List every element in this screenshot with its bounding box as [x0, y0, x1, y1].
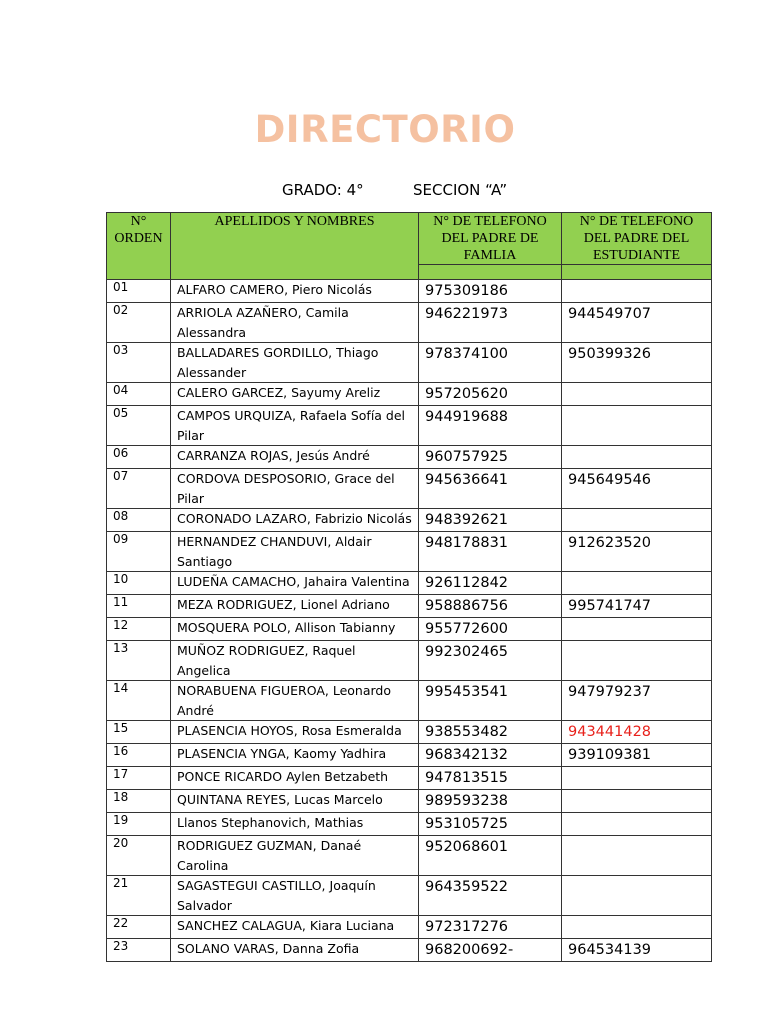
family-phone: 968342132 [419, 744, 562, 767]
table-row [107, 744, 712, 767]
table-row [107, 641, 712, 681]
row-number: 04 [107, 383, 171, 406]
row-number: 06 [107, 446, 171, 469]
student-name: PLASENCIA YNGA, Kaomy Yadhira [171, 744, 419, 767]
student-phone [562, 641, 712, 681]
student-phone [562, 509, 712, 532]
student-name: CALERO GARCEZ, Sayumy Areliz [171, 383, 419, 406]
family-phone: 992302465 [419, 641, 562, 681]
row-number: 01 [107, 280, 171, 303]
family-phone: 947813515 [419, 767, 562, 790]
header-orden: N° ORDEN [107, 213, 171, 280]
row-number: 15 [107, 721, 171, 744]
family-phone: 975309186 [419, 280, 562, 303]
row-number: 02 [107, 303, 171, 343]
table-row [107, 595, 712, 618]
student-name: LUDEÑA CAMACHO, Jahaira Valentina [171, 572, 419, 595]
table-row [107, 767, 712, 790]
table-row [107, 383, 712, 406]
family-phone: 968200692- [419, 939, 562, 962]
row-number: 20 [107, 836, 171, 876]
row-number: 12 [107, 618, 171, 641]
row-number: 18 [107, 790, 171, 813]
student-name: CAMPOS URQUIZA, Rafaela Sofía del Pilar [171, 406, 419, 446]
student-phone: 995741747 [562, 595, 712, 618]
row-number: 19 [107, 813, 171, 836]
row-number: 21 [107, 876, 171, 916]
row-number: 03 [107, 343, 171, 383]
row-number: 17 [107, 767, 171, 790]
student-phone [562, 572, 712, 595]
student-name: Llanos Stephanovich, Mathias [171, 813, 419, 836]
student-name: CORONADO LAZARO, Fabrizio Nicolás [171, 509, 419, 532]
student-phone [562, 790, 712, 813]
table-row [107, 303, 712, 343]
student-name: SOLANO VARAS, Danna Zofia [171, 939, 419, 962]
grado-label: GRADO: 4° [282, 181, 364, 199]
table-row [107, 876, 712, 916]
student-name: MEZA RODRIGUEZ, Lionel Adriano [171, 595, 419, 618]
family-phone: 948178831 [419, 532, 562, 572]
row-number: 07 [107, 469, 171, 509]
table-row [107, 813, 712, 836]
student-phone: 939109381 [562, 744, 712, 767]
page-title: DIRECTORIO [254, 108, 516, 151]
family-phone: 964359522 [419, 876, 562, 916]
student-phone [562, 280, 712, 303]
family-phone: 944919688 [419, 406, 562, 446]
student-name: QUINTANA REYES, Lucas Marcelo [171, 790, 419, 813]
student-name: MUÑOZ RODRIGUEZ, Raquel Angelica [171, 641, 419, 681]
student-phone [562, 836, 712, 876]
student-name: SANCHEZ CALAGUA, Kiara Luciana [171, 916, 419, 939]
family-phone: 952068601 [419, 836, 562, 876]
family-phone: 945636641 [419, 469, 562, 509]
row-number: 23 [107, 939, 171, 962]
family-phone: 972317276 [419, 916, 562, 939]
student-phone: 947979237 [562, 681, 712, 721]
family-phone: 953105725 [419, 813, 562, 836]
student-phone: 964534139 [562, 939, 712, 962]
table-row [107, 280, 712, 303]
table-row [107, 509, 712, 532]
header-telefono-familia: N° DE TELEFONO DEL PADRE DE FAMLIA [419, 213, 562, 265]
student-phone [562, 618, 712, 641]
header-spacer [419, 265, 562, 280]
row-number: 14 [107, 681, 171, 721]
student-phone: 945649546 [562, 469, 712, 509]
header-telefono-estudiante: N° DE TELEFONO DEL PADRE DEL ESTUDIANTE [562, 213, 712, 265]
student-name: NORABUENA FIGUEROA, Leonardo André [171, 681, 419, 721]
family-phone: 960757925 [419, 446, 562, 469]
student-phone [562, 446, 712, 469]
student-name: PONCE RICARDO Aylen Betzabeth [171, 767, 419, 790]
table-row [107, 343, 712, 383]
family-phone: 955772600 [419, 618, 562, 641]
student-name: MOSQUERA POLO, Allison Tabianny [171, 618, 419, 641]
family-phone: 978374100 [419, 343, 562, 383]
table-row [107, 939, 712, 962]
family-phone: 926112842 [419, 572, 562, 595]
student-phone [562, 767, 712, 790]
family-phone: 946221973 [419, 303, 562, 343]
student-name: PLASENCIA HOYOS, Rosa Esmeralda [171, 721, 419, 744]
family-phone: 948392621 [419, 509, 562, 532]
student-name: CARRANZA ROJAS, Jesús André [171, 446, 419, 469]
family-phone: 958886756 [419, 595, 562, 618]
student-phone: 944549707 [562, 303, 712, 343]
row-number: 13 [107, 641, 171, 681]
table-row [107, 681, 712, 721]
student-phone [562, 383, 712, 406]
family-phone: 938553482 [419, 721, 562, 744]
table-row [107, 446, 712, 469]
row-number: 09 [107, 532, 171, 572]
family-phone: 989593238 [419, 790, 562, 813]
table-row [107, 406, 712, 446]
family-phone: 995453541 [419, 681, 562, 721]
table-row [107, 532, 712, 572]
student-name: CORDOVA DESPOSORIO, Grace del Pilar [171, 469, 419, 509]
table-row [107, 916, 712, 939]
table-row [107, 836, 712, 876]
student-name: ARRIOLA AZAÑERO, Camila Alessandra [171, 303, 419, 343]
student-phone [562, 916, 712, 939]
header-nombres: APELLIDOS Y NOMBRES [171, 213, 419, 280]
table-row [107, 721, 712, 744]
table-row [107, 618, 712, 641]
row-number: 22 [107, 916, 171, 939]
student-name: HERNANDEZ CHANDUVI, Aldair Santiago [171, 532, 419, 572]
directory-rows [107, 280, 712, 962]
row-number: 16 [107, 744, 171, 767]
row-number: 11 [107, 595, 171, 618]
seccion-label: SECCION “A” [413, 181, 508, 199]
student-phone [562, 813, 712, 836]
row-number: 10 [107, 572, 171, 595]
student-name: SAGASTEGUI CASTILLO, Joaquín Salvador [171, 876, 419, 916]
table-row [107, 469, 712, 509]
student-name: ALFARO CAMERO, Piero Nicolás [171, 280, 419, 303]
family-phone: 957205620 [419, 383, 562, 406]
student-phone [562, 406, 712, 446]
student-name: BALLADARES GORDILLO, Thiago Alessander [171, 343, 419, 383]
student-phone: 943441428 [562, 721, 712, 744]
student-phone: 950399326 [562, 343, 712, 383]
student-name: RODRIGUEZ GUZMAN, Danaé Carolina [171, 836, 419, 876]
table-row [107, 790, 712, 813]
row-number: 08 [107, 509, 171, 532]
header-spacer [562, 265, 712, 280]
directory-table [106, 212, 712, 962]
student-phone: 912623520 [562, 532, 712, 572]
table-row [107, 572, 712, 595]
student-phone [562, 876, 712, 916]
row-number: 05 [107, 406, 171, 446]
